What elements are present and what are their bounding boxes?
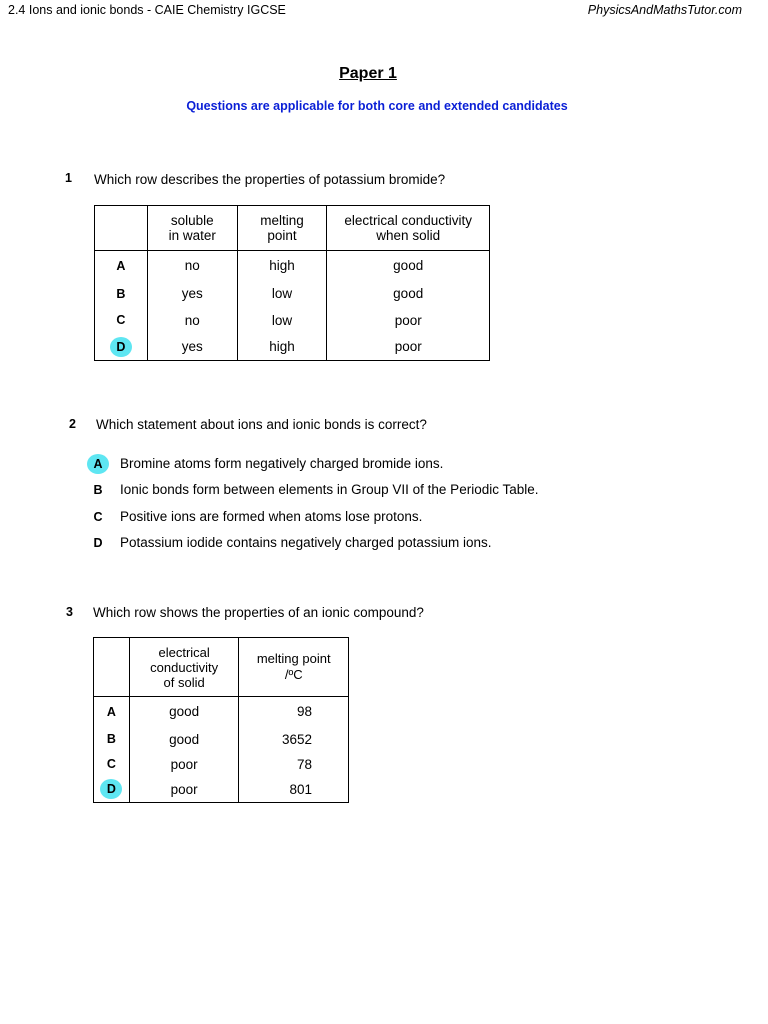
option-text: Ionic bonds form between elements in Group VII of the Periodic Table. bbox=[120, 482, 539, 497]
table-cell: poor bbox=[129, 777, 239, 803]
option-label: C bbox=[95, 307, 148, 334]
question-1-number: 1 bbox=[65, 171, 72, 185]
corner-cell bbox=[95, 206, 148, 251]
table-cell: high bbox=[237, 334, 327, 361]
option-label: A bbox=[94, 697, 130, 727]
question-1-text: Which row describes the properties of potassium bromide? bbox=[94, 172, 446, 187]
answer-highlight: A bbox=[87, 454, 109, 474]
paper-subtitle: Questions are applicable for both core and extended candidates bbox=[186, 99, 568, 113]
option-label: B bbox=[94, 727, 130, 752]
document-header-title: 2.4 Ions and ionic bonds - CAIE Chemistry IGCSE bbox=[8, 3, 286, 17]
answer-highlight: D bbox=[110, 337, 132, 357]
option-label: B bbox=[93, 483, 103, 497]
table-cell: good bbox=[129, 727, 239, 752]
option-text: Potassium iodide contains negatively charged potassium ions. bbox=[120, 535, 492, 550]
table-cell: yes bbox=[147, 281, 237, 307]
option-text: Bromine atoms form negatively charged bromide ions. bbox=[120, 456, 444, 471]
question-3-table bbox=[93, 637, 349, 803]
table-cell: low bbox=[237, 281, 327, 307]
column-header: soluble in water bbox=[147, 206, 237, 251]
option-label: A bbox=[95, 251, 148, 281]
option-label: D bbox=[93, 536, 103, 550]
option-label: C bbox=[94, 752, 130, 777]
table-header-row bbox=[94, 638, 349, 697]
table-cell: good bbox=[129, 697, 239, 727]
table-cell: good bbox=[327, 251, 490, 281]
question-1-table bbox=[94, 205, 490, 361]
table-cell: poor bbox=[327, 334, 490, 361]
answer-highlight: D bbox=[100, 779, 122, 799]
table-row bbox=[95, 307, 490, 334]
column-header: melting point bbox=[237, 206, 327, 251]
table-cell: yes bbox=[147, 334, 237, 361]
table-cell: 801 bbox=[239, 777, 349, 803]
table-cell: poor bbox=[129, 752, 239, 777]
column-header: electrical conductivity when solid bbox=[327, 206, 490, 251]
table-row bbox=[94, 727, 349, 752]
table-cell: no bbox=[147, 251, 237, 281]
table-row bbox=[94, 697, 349, 727]
table-cell: low bbox=[237, 307, 327, 334]
column-header: melting point /ºC bbox=[239, 638, 349, 697]
question-2-text: Which statement about ions and ionic bonds is correct? bbox=[96, 417, 427, 432]
option-text: Positive ions are formed when atoms lose protons. bbox=[120, 509, 423, 524]
option-label bbox=[95, 334, 148, 361]
option-label: B bbox=[95, 281, 148, 307]
column-header: electrical conductivity of solid bbox=[129, 638, 239, 697]
question-3-text: Which row shows the properties of an ionic compound? bbox=[93, 605, 424, 620]
option-label: C bbox=[93, 510, 103, 524]
table-row bbox=[94, 777, 349, 803]
table-cell: high bbox=[237, 251, 327, 281]
table-cell: poor bbox=[327, 307, 490, 334]
source-watermark: PhysicsAndMathsTutor.com bbox=[587, 3, 742, 17]
paper-title: Paper 1 bbox=[339, 65, 397, 82]
table-row bbox=[95, 334, 490, 361]
corner-cell bbox=[94, 638, 130, 697]
table-cell: 78 bbox=[239, 752, 349, 777]
table-row bbox=[94, 752, 349, 777]
table-row bbox=[95, 281, 490, 307]
question-2-number: 2 bbox=[69, 417, 76, 431]
table-row bbox=[95, 251, 490, 281]
table-cell: no bbox=[147, 307, 237, 334]
table-cell: 98 bbox=[239, 697, 349, 727]
option-label bbox=[94, 777, 130, 803]
table-cell: 3652 bbox=[239, 727, 349, 752]
table-header-row bbox=[95, 206, 490, 251]
table-cell: good bbox=[327, 281, 490, 307]
question-3-number: 3 bbox=[66, 605, 73, 619]
